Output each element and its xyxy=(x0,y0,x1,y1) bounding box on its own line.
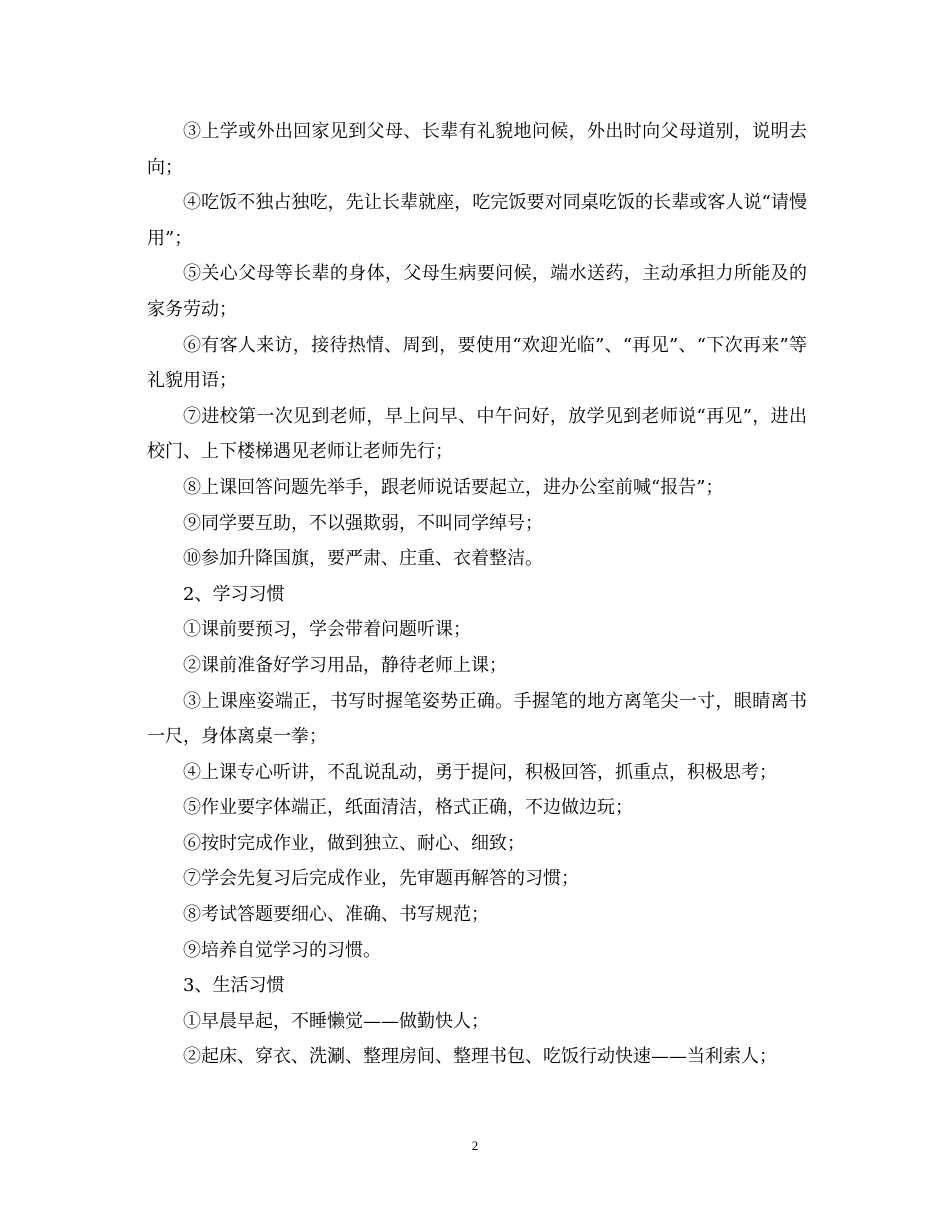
paragraph-study-7: ⑦学会先复习后完成作业，先审题再解答的习惯； xyxy=(183,868,579,890)
paragraph-etiquette-7: ⑦进校第一次见到老师，早上问早、中午问好，放学见到老师说“再见”，进出校门、上下楼梯遇见老师让老师先行； xyxy=(147,405,807,463)
paragraph-study-4: ④上课专心听讲，不乱说乱动，勇于提问，积极回答，抓重点，积极思考； xyxy=(183,761,777,783)
paragraph-study-5: ⑤作业要字体端正，纸面清洁，格式正确，不边做边玩； xyxy=(183,797,633,819)
paragraph-study-6: ⑥按时完成作业，做到独立、耐心、细致； xyxy=(183,832,525,854)
paragraph-study-9: ⑨培养自觉学习的习惯。 xyxy=(183,939,381,961)
paragraph-etiquette-5: ⑤关心父母等长辈的身体，父母生病要问候，端水送药，主动承担力所能及的家务劳动； xyxy=(147,263,807,320)
paragraph-life-2: ②起床、穿衣、洗涮、整理房间、整理书包、吃饭行动快速——当利索人； xyxy=(183,1046,777,1068)
paragraph-etiquette-6: ⑥有客人来访，接待热情、周到，要使用“欢迎光临”、“再见”、“下次再来”等礼貌用语； xyxy=(147,334,807,392)
paragraph-etiquette-8: ⑧上课回答问题先举手，跟老师说话要起立，进办公室前喊“报告”； xyxy=(183,476,724,498)
paragraph-etiquette-10: ⑩参加升降国旗，要严肃、庄重、衣着整洁。 xyxy=(183,548,543,570)
document-body xyxy=(147,114,807,1075)
paragraph-etiquette-4: ④吃饭不独占独吃，先让长辈就座，吃完饭要对同桌吃饭的长辈或客人说“请慢用”； xyxy=(147,192,807,249)
paragraph-life-1: ①早晨早起，不睡懒觉——做勤快人； xyxy=(183,1010,489,1032)
paragraph-etiquette-3: ③上学或外出回家见到父母、长辈有礼貌地问候，外出时向父母道别，说明去向； xyxy=(147,121,807,178)
section-heading-study-habits: 2、学习习惯 xyxy=(183,583,285,605)
page-number: 2 xyxy=(471,1138,479,1153)
paragraph-study-8: ⑧考试答题要细心、准确、书写规范； xyxy=(183,904,489,926)
section-heading-life-habits: 3、生活习惯 xyxy=(183,975,285,997)
paragraph-study-1: ①课前要预习，学会带着问题听课； xyxy=(183,619,471,641)
paragraph-study-3: ③上课座姿端正，书写时握笔姿势正确。手握笔的地方离笔尖一寸，眼睛离书一尺，身体离桌一拳； xyxy=(147,690,807,748)
paragraph-etiquette-9: ⑨同学要互助，不以强欺弱，不叫同学绰号； xyxy=(183,512,543,534)
paragraph-study-2: ②课前准备好学习用品，静待老师上课； xyxy=(183,654,507,676)
